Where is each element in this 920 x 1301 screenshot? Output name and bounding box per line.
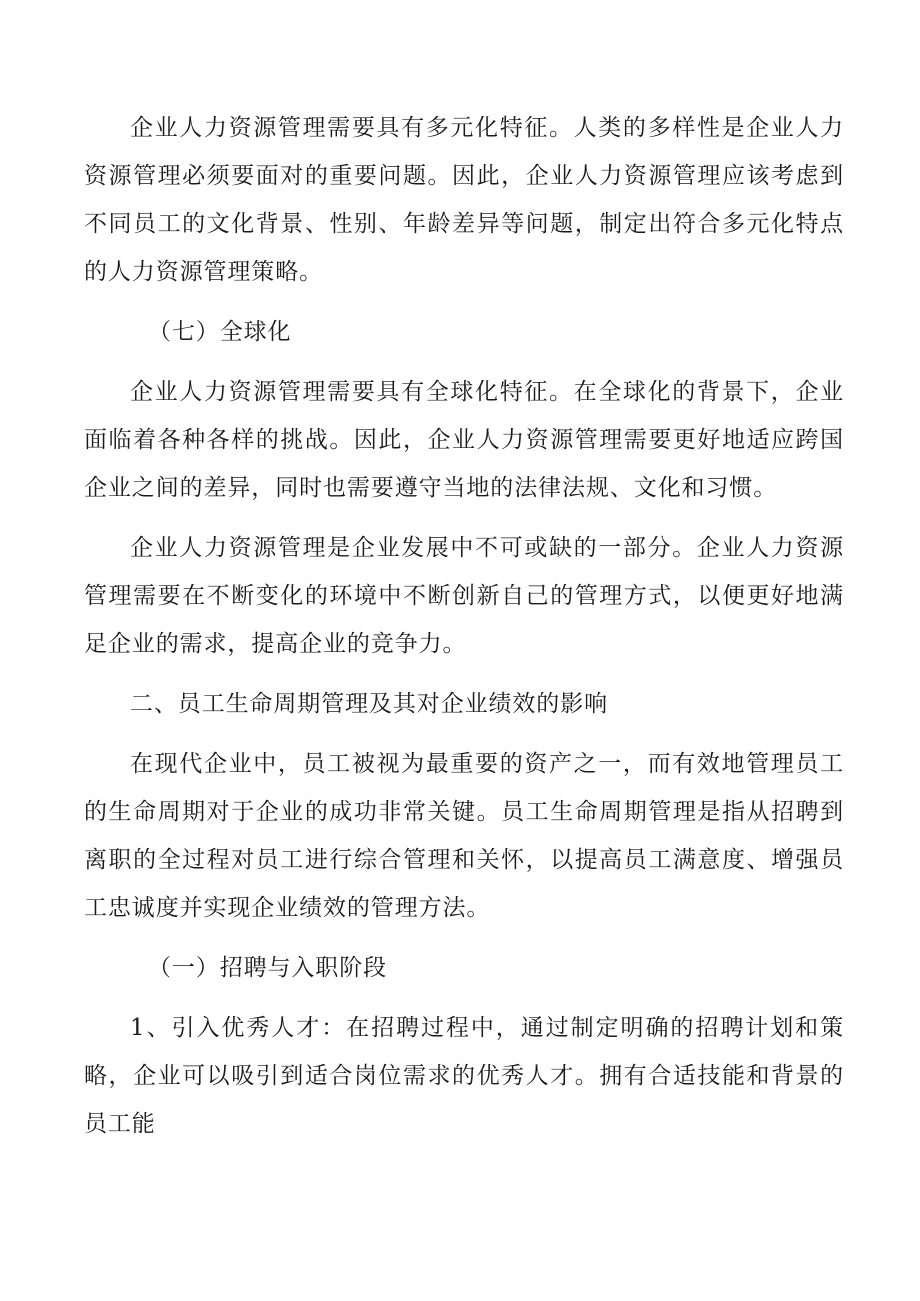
paragraph-importance: 企业人力资源管理是企业发展中不可或缺的一部分。企业人力资源管理需要在不断变化的环境中不断创新自己的管理方式，以便更好地满足企业的需求，提高企业的竞争力。 [84, 535, 844, 657]
paragraph-globalization: 企业人力资源管理需要具有全球化特征。在全球化的背景下，企业面临着各种各样的挑战。因此，企业人力资源管理需要更好地适应跨国企业之间的差异，同时也需要遵守当地的法律法规、文化和习惯。 [84, 379, 844, 501]
paragraph-diversity: 企业人力资源管理需要具有多元化特征。人类的多样性是企业人力资源管理必须要面对的重要问题。因此，企业人力资源管理应该考虑到不同员工的文化背景、性别、年龄差异等问题，制定出符合多元化特点的人力资源管理策略。 [84, 115, 844, 285]
paragraph-lifecycle: 在现代企业中，员工被视为最重要的资产之一，而有效地管理员工的生命周期对于企业的成功非常关键。员工生命周期管理是指从招聘到离职的全过程对员工进行综合管理和关怀，以提高员工满意度、增强员工忠诚度并实现企业绩效的管理方法。 [84, 751, 844, 921]
heading-recruitment: （一）招聘与入职阶段 [148, 955, 387, 981]
paragraph-talent: 1、引入优秀人才：在招聘过程中，通过制定明确的招聘计划和策略，企业可以吸引到适合岗位需求的优秀人才。拥有合适技能和背景的员工能 [84, 1015, 844, 1137]
heading-section-2: 二、员工生命周期管理及其对企业绩效的影响 [130, 691, 608, 717]
heading-globalization: （七）全球化 [148, 319, 292, 345]
document-body [84, 104, 844, 1160]
